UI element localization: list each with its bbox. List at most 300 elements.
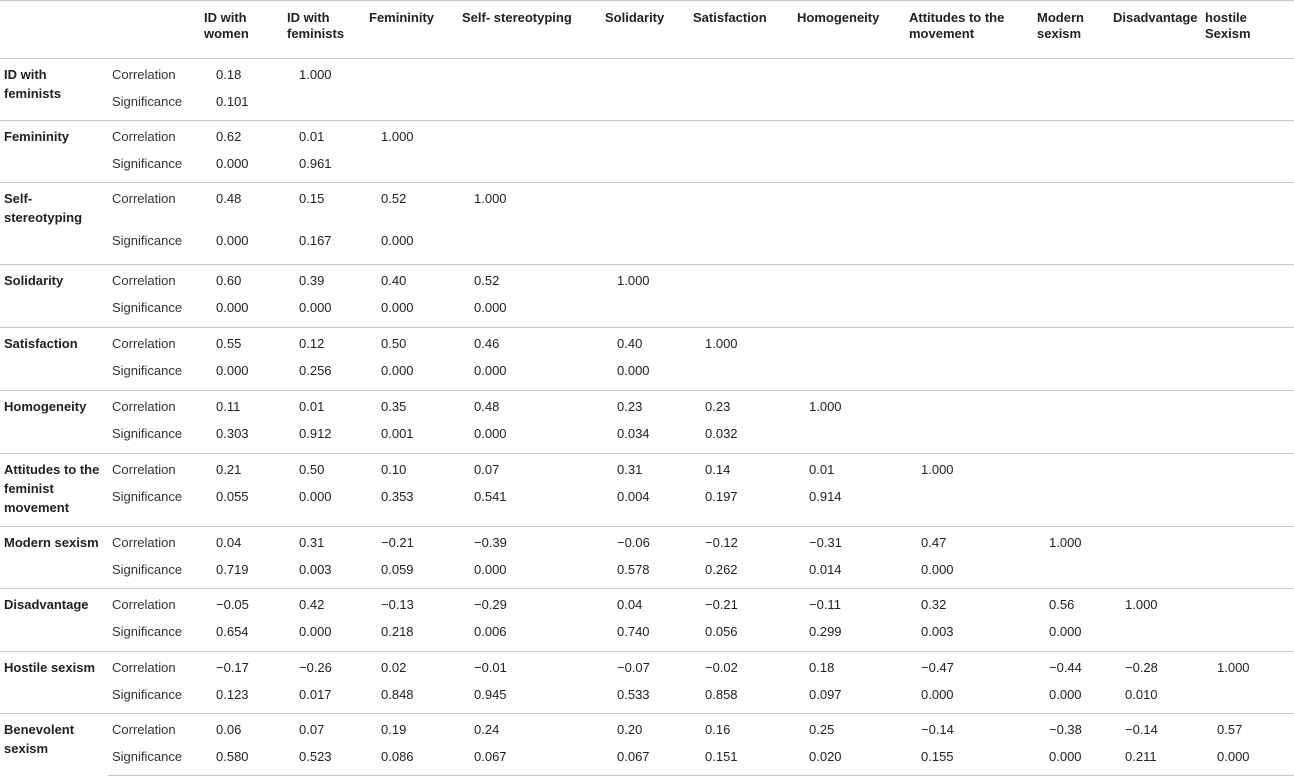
correlation-cell: 0.04 bbox=[601, 589, 689, 618]
stat-label-significance: Significance bbox=[112, 425, 183, 441]
significance-cell: 0.086 bbox=[365, 743, 458, 776]
significance-cell bbox=[1201, 88, 1294, 121]
significance-cell bbox=[1109, 483, 1201, 527]
correlation-cell: −0.29 bbox=[458, 589, 601, 618]
correlation-cell bbox=[1033, 183, 1109, 227]
table-row bbox=[0, 150, 1294, 183]
column-header: hostile Sexism bbox=[1201, 1, 1294, 59]
significance-cell bbox=[1201, 150, 1294, 183]
correlation-cell: 0.56 bbox=[1033, 589, 1109, 618]
table-row bbox=[0, 483, 1294, 527]
correlation-cell: −0.21 bbox=[689, 589, 793, 618]
column-header: ID with feminists bbox=[283, 1, 365, 59]
column-header: ID with women bbox=[200, 1, 283, 59]
header-corner-stat bbox=[108, 1, 200, 59]
correlation-cell: −0.21 bbox=[365, 527, 458, 556]
correlation-cell: −0.02 bbox=[689, 652, 793, 681]
table-row bbox=[0, 227, 1294, 265]
significance-cell bbox=[1033, 420, 1109, 454]
significance-cell bbox=[1109, 420, 1201, 454]
correlation-cell bbox=[905, 391, 1033, 420]
correlation-cell bbox=[1033, 328, 1109, 357]
correlation-cell bbox=[1201, 589, 1294, 618]
correlation-cell: 0.18 bbox=[793, 652, 905, 681]
correlation-cell bbox=[1201, 121, 1294, 150]
column-header: Attitudes to the movement bbox=[905, 1, 1033, 59]
stat-label-correlation: Correlation bbox=[108, 265, 200, 294]
stat-label-significance: Significance bbox=[108, 743, 200, 776]
significance-cell: 0.020 bbox=[793, 743, 905, 776]
significance-cell bbox=[1109, 357, 1201, 391]
significance-cell: 0.155 bbox=[905, 743, 1033, 776]
significance-cell bbox=[1033, 88, 1109, 121]
correlation-cell bbox=[905, 183, 1033, 227]
significance-cell bbox=[905, 483, 1033, 527]
significance-cell bbox=[1201, 420, 1294, 454]
significance-cell bbox=[905, 227, 1033, 265]
significance-cell bbox=[1201, 556, 1294, 589]
correlation-cell: 0.07 bbox=[283, 714, 365, 743]
column-header: Homogeneity bbox=[793, 1, 905, 59]
correlation-cell bbox=[689, 183, 793, 227]
significance-cell bbox=[689, 294, 793, 328]
correlation-cell bbox=[1201, 59, 1294, 88]
correlation-cell: 0.60 bbox=[200, 265, 283, 294]
significance-cell bbox=[601, 88, 689, 121]
significance-cell bbox=[1109, 150, 1201, 183]
correlation-cell: 0.46 bbox=[458, 328, 601, 357]
row-variable-label: Benevolent sexism bbox=[0, 714, 108, 776]
significance-cell bbox=[1201, 618, 1294, 652]
table-row bbox=[0, 589, 1294, 618]
significance-cell: 0.014 bbox=[809, 561, 842, 577]
correlation-cell: 0.50 bbox=[365, 328, 458, 357]
significance-cell: 0.056 bbox=[705, 623, 738, 639]
correlation-cell: 0.10 bbox=[365, 454, 458, 483]
stat-label-correlation: Correlation bbox=[108, 589, 200, 618]
correlation-cell: 0.31 bbox=[601, 454, 689, 483]
correlation-cell bbox=[1033, 265, 1109, 294]
correlation-cell bbox=[1201, 527, 1294, 556]
correlation-cell bbox=[905, 328, 1033, 357]
correlation-cell bbox=[1109, 454, 1201, 483]
correlation-cell bbox=[793, 121, 905, 150]
significance-cell: 0.123 bbox=[216, 686, 249, 702]
row-variable-label: Modern sexism bbox=[0, 527, 108, 589]
significance-cell bbox=[905, 88, 1033, 121]
correlation-cell bbox=[793, 59, 905, 88]
row-variable-label: Homogeneity bbox=[0, 391, 108, 454]
correlation-cell bbox=[1109, 391, 1201, 420]
significance-cell: 0.945 bbox=[474, 686, 507, 702]
correlation-cell: 0.57 bbox=[1201, 714, 1294, 743]
correlation-cell bbox=[689, 121, 793, 150]
significance-cell: 0.848 bbox=[381, 686, 414, 702]
correlation-cell: 0.40 bbox=[601, 328, 689, 357]
correlation-cell: 1.000 bbox=[1109, 589, 1201, 618]
significance-cell bbox=[1109, 227, 1201, 265]
correlation-cell bbox=[601, 121, 689, 150]
significance-cell: 0.197 bbox=[705, 488, 738, 504]
significance-cell bbox=[458, 227, 601, 265]
row-variable-label: ID with feminists bbox=[0, 59, 108, 121]
correlation-cell: 0.52 bbox=[458, 265, 601, 294]
significance-cell: 0.000 bbox=[299, 488, 332, 504]
stat-label-significance: Significance bbox=[112, 488, 183, 504]
significance-cell: 0.151 bbox=[689, 743, 793, 776]
correlation-cell bbox=[905, 265, 1033, 294]
correlation-cell: 1.000 bbox=[283, 59, 365, 88]
significance-cell: 0.000 bbox=[381, 232, 414, 248]
significance-cell: 0.059 bbox=[381, 561, 414, 577]
table-row bbox=[0, 714, 1294, 743]
significance-cell: 0.303 bbox=[216, 425, 249, 441]
significance-cell: 0.654 bbox=[216, 623, 249, 639]
significance-cell bbox=[905, 150, 1033, 183]
row-variable-label: Self- stereotyping bbox=[0, 183, 108, 265]
stat-label-correlation: Correlation bbox=[108, 59, 200, 88]
table-row bbox=[0, 527, 1294, 556]
correlation-cell: 0.15 bbox=[283, 183, 365, 227]
significance-cell: 0.001 bbox=[381, 425, 414, 441]
stat-label-correlation: Correlation bbox=[108, 391, 200, 420]
correlation-cell bbox=[1201, 391, 1294, 420]
correlation-cell: 0.62 bbox=[200, 121, 283, 150]
correlation-cell: 0.55 bbox=[200, 328, 283, 357]
correlation-cell: −0.07 bbox=[601, 652, 689, 681]
table-row bbox=[0, 420, 1294, 454]
table-body bbox=[0, 59, 1294, 776]
significance-cell: 0.055 bbox=[216, 488, 249, 504]
correlation-cell: 0.48 bbox=[200, 183, 283, 227]
significance-cell bbox=[689, 88, 793, 121]
significance-cell: 0.006 bbox=[474, 623, 507, 639]
correlation-cell: −0.39 bbox=[458, 527, 601, 556]
header-row bbox=[0, 1, 1294, 59]
significance-cell bbox=[1201, 294, 1294, 328]
correlation-cell: 0.01 bbox=[283, 391, 365, 420]
correlation-cell: −0.47 bbox=[905, 652, 1033, 681]
significance-cell: 0.262 bbox=[705, 561, 738, 577]
correlation-cell: 0.07 bbox=[458, 454, 601, 483]
significance-cell: 0.097 bbox=[809, 686, 842, 702]
significance-cell bbox=[1201, 681, 1294, 714]
correlation-cell: −0.28 bbox=[1109, 652, 1201, 681]
table-row bbox=[0, 652, 1294, 681]
correlation-cell: −0.14 bbox=[905, 714, 1033, 743]
column-header: Solidarity bbox=[601, 1, 689, 59]
stat-label-significance: Significance bbox=[112, 561, 183, 577]
correlation-cell: 0.25 bbox=[793, 714, 905, 743]
significance-cell bbox=[1109, 294, 1201, 328]
column-header: Femininity bbox=[365, 1, 458, 59]
row-variable-label: Satisfaction bbox=[0, 328, 108, 391]
significance-cell: 0.000 bbox=[381, 362, 414, 378]
significance-cell: 0.010 bbox=[1125, 686, 1158, 702]
stat-label-correlation: Correlation bbox=[108, 714, 200, 743]
significance-cell: 0.017 bbox=[299, 686, 332, 702]
stat-label-significance: Significance bbox=[112, 686, 183, 702]
correlation-cell: 0.14 bbox=[689, 454, 793, 483]
correlation-cell bbox=[1109, 183, 1201, 227]
significance-cell: 0.000 bbox=[216, 155, 249, 171]
stat-label-significance: Significance bbox=[112, 623, 183, 639]
correlation-cell: 0.12 bbox=[283, 328, 365, 357]
significance-cell bbox=[601, 227, 689, 265]
significance-cell: 0.541 bbox=[474, 488, 507, 504]
column-header: Self- stereotyping bbox=[458, 1, 601, 59]
significance-cell: 0.353 bbox=[381, 488, 414, 504]
significance-cell: 0.912 bbox=[299, 425, 332, 441]
significance-cell: 0.067 bbox=[601, 743, 689, 776]
correlation-cell bbox=[1109, 328, 1201, 357]
correlation-cell bbox=[793, 328, 905, 357]
correlation-cell: 0.32 bbox=[905, 589, 1033, 618]
correlation-cell: −0.11 bbox=[793, 589, 905, 618]
correlation-cell bbox=[1109, 121, 1201, 150]
significance-cell: 0.218 bbox=[381, 623, 414, 639]
stat-label-significance: Significance bbox=[112, 155, 183, 171]
significance-cell bbox=[458, 150, 601, 183]
significance-cell bbox=[793, 420, 905, 454]
correlation-cell: 0.40 bbox=[365, 265, 458, 294]
stat-label-correlation: Correlation bbox=[108, 527, 200, 556]
significance-cell: 0.000 bbox=[617, 362, 650, 378]
correlation-cell bbox=[458, 121, 601, 150]
correlation-cell bbox=[1033, 121, 1109, 150]
correlation-cell bbox=[1109, 265, 1201, 294]
significance-cell bbox=[905, 294, 1033, 328]
significance-cell: 0.580 bbox=[200, 743, 283, 776]
table-row bbox=[0, 357, 1294, 391]
correlation-cell bbox=[793, 265, 905, 294]
significance-cell bbox=[793, 150, 905, 183]
column-header: Modern sexism bbox=[1033, 1, 1109, 59]
row-variable-label: Solidarity bbox=[0, 265, 108, 328]
significance-cell bbox=[365, 150, 458, 183]
significance-cell bbox=[1033, 357, 1109, 391]
significance-cell bbox=[793, 357, 905, 391]
correlation-cell bbox=[1201, 265, 1294, 294]
stat-label-significance: Significance bbox=[112, 299, 183, 315]
column-header: Disadvantage bbox=[1109, 1, 1201, 59]
significance-cell: 0.719 bbox=[216, 561, 249, 577]
correlation-cell: 0.20 bbox=[601, 714, 689, 743]
significance-cell: 0.299 bbox=[809, 623, 842, 639]
correlation-cell: 0.52 bbox=[365, 183, 458, 227]
correlation-cell: −0.05 bbox=[200, 589, 283, 618]
table-row bbox=[0, 294, 1294, 328]
correlation-cell: 0.06 bbox=[200, 714, 283, 743]
significance-cell: 0.961 bbox=[299, 155, 332, 171]
correlation-cell: 0.50 bbox=[283, 454, 365, 483]
significance-cell bbox=[905, 357, 1033, 391]
significance-cell bbox=[1033, 227, 1109, 265]
significance-cell bbox=[905, 420, 1033, 454]
correlation-cell: 1.000 bbox=[601, 265, 689, 294]
correlation-cell bbox=[689, 59, 793, 88]
correlation-cell: 0.01 bbox=[793, 454, 905, 483]
significance-cell: 0.032 bbox=[705, 425, 738, 441]
stat-label-significance: Significance bbox=[112, 232, 183, 248]
significance-cell: 0.256 bbox=[299, 362, 332, 378]
significance-cell: 0.003 bbox=[299, 561, 332, 577]
correlation-cell: 1.000 bbox=[793, 391, 905, 420]
significance-cell: 0.067 bbox=[458, 743, 601, 776]
significance-cell: 0.000 bbox=[216, 232, 249, 248]
significance-cell: 0.000 bbox=[216, 362, 249, 378]
significance-cell bbox=[601, 294, 689, 328]
table-row bbox=[0, 59, 1294, 88]
correlation-cell: 1.000 bbox=[365, 121, 458, 150]
significance-cell: 0.211 bbox=[1109, 743, 1201, 776]
correlation-cell: 0.21 bbox=[200, 454, 283, 483]
significance-cell bbox=[793, 227, 905, 265]
significance-cell bbox=[689, 357, 793, 391]
significance-cell: 0.000 bbox=[299, 623, 332, 639]
significance-cell bbox=[1109, 556, 1201, 589]
significance-cell: 0.000 bbox=[474, 425, 507, 441]
significance-cell: 0.000 bbox=[1033, 743, 1109, 776]
table-row bbox=[0, 454, 1294, 483]
correlation-cell: 1.000 bbox=[458, 183, 601, 227]
correlation-cell bbox=[1033, 391, 1109, 420]
significance-cell: 0.740 bbox=[617, 623, 650, 639]
stat-label-correlation: Correlation bbox=[108, 652, 200, 681]
correlation-cell: 0.24 bbox=[458, 714, 601, 743]
correlation-cell bbox=[365, 59, 458, 88]
correlation-cell bbox=[1109, 527, 1201, 556]
significance-cell bbox=[283, 88, 365, 121]
header-corner bbox=[0, 1, 108, 59]
correlation-cell: 1.000 bbox=[689, 328, 793, 357]
correlation-cell: 0.47 bbox=[905, 527, 1033, 556]
column-header: Satisfaction bbox=[689, 1, 793, 59]
table-row bbox=[0, 681, 1294, 714]
stat-label-correlation: Correlation bbox=[108, 328, 200, 357]
correlation-cell bbox=[905, 59, 1033, 88]
correlation-cell bbox=[458, 59, 601, 88]
significance-cell bbox=[793, 294, 905, 328]
table-row bbox=[0, 391, 1294, 420]
significance-cell bbox=[1033, 483, 1109, 527]
correlation-cell bbox=[1201, 183, 1294, 227]
significance-cell: 0.000 bbox=[299, 299, 332, 315]
correlation-cell: −0.44 bbox=[1033, 652, 1109, 681]
correlation-cell: 0.01 bbox=[283, 121, 365, 150]
correlation-cell bbox=[905, 121, 1033, 150]
significance-cell bbox=[1201, 483, 1294, 527]
significance-cell bbox=[1201, 357, 1294, 391]
correlation-cell: −0.26 bbox=[283, 652, 365, 681]
correlation-cell: 0.42 bbox=[283, 589, 365, 618]
significance-cell bbox=[1201, 227, 1294, 265]
correlation-cell bbox=[1033, 59, 1109, 88]
table-row bbox=[0, 265, 1294, 294]
significance-cell: 0.000 bbox=[474, 299, 507, 315]
significance-cell bbox=[689, 227, 793, 265]
stat-label-correlation: Correlation bbox=[108, 454, 200, 483]
table-row bbox=[0, 183, 1294, 227]
correlation-cell: 1.000 bbox=[1033, 527, 1109, 556]
significance-cell: 0.000 bbox=[381, 299, 414, 315]
row-variable-label: Femininity bbox=[0, 121, 108, 183]
correlation-cell bbox=[1201, 454, 1294, 483]
row-variable-label: Hostile sexism bbox=[0, 652, 108, 714]
table-row bbox=[0, 121, 1294, 150]
table-row bbox=[0, 743, 1294, 776]
significance-cell bbox=[1033, 556, 1109, 589]
significance-cell bbox=[1033, 294, 1109, 328]
significance-cell: 0.000 bbox=[1049, 686, 1082, 702]
correlation-cell: 0.48 bbox=[458, 391, 601, 420]
significance-cell: 0.533 bbox=[617, 686, 650, 702]
correlation-cell bbox=[601, 183, 689, 227]
correlation-cell: 0.31 bbox=[283, 527, 365, 556]
correlation-cell: 0.23 bbox=[689, 391, 793, 420]
correlation-cell: −0.38 bbox=[1033, 714, 1109, 743]
significance-cell bbox=[1109, 88, 1201, 121]
significance-cell: 0.004 bbox=[617, 488, 650, 504]
correlation-cell: 0.02 bbox=[365, 652, 458, 681]
significance-cell: 0.000 bbox=[1049, 623, 1082, 639]
stat-label-significance: Significance bbox=[112, 93, 183, 109]
correlation-cell: 0.18 bbox=[200, 59, 283, 88]
stat-label-correlation: Correlation bbox=[108, 121, 200, 150]
significance-cell: 0.000 bbox=[1201, 743, 1294, 776]
significance-cell: 0.914 bbox=[809, 488, 842, 504]
significance-cell: 0.034 bbox=[617, 425, 650, 441]
significance-cell bbox=[601, 150, 689, 183]
table-row bbox=[0, 328, 1294, 357]
correlation-cell: −0.06 bbox=[601, 527, 689, 556]
significance-cell: 0.858 bbox=[705, 686, 738, 702]
row-variable-label: Disadvantage bbox=[0, 589, 108, 652]
correlation-cell: −0.13 bbox=[365, 589, 458, 618]
significance-cell bbox=[1033, 150, 1109, 183]
significance-cell: 0.101 bbox=[216, 93, 249, 109]
significance-cell: 0.523 bbox=[283, 743, 365, 776]
significance-cell: 0.000 bbox=[921, 686, 954, 702]
row-variable-label: Attitudes to the feminist movement bbox=[0, 454, 108, 527]
significance-cell bbox=[458, 88, 601, 121]
significance-cell bbox=[365, 88, 458, 121]
stat-label-correlation: Correlation bbox=[108, 183, 200, 227]
significance-cell: 0.000 bbox=[921, 561, 954, 577]
significance-cell: 0.000 bbox=[474, 561, 507, 577]
correlation-cell: 0.35 bbox=[365, 391, 458, 420]
correlation-cell: 0.11 bbox=[200, 391, 283, 420]
correlation-cell bbox=[1109, 59, 1201, 88]
significance-cell bbox=[1109, 618, 1201, 652]
correlation-cell: −0.12 bbox=[689, 527, 793, 556]
significance-cell: 0.578 bbox=[617, 561, 650, 577]
correlation-cell: 0.16 bbox=[689, 714, 793, 743]
correlation-cell: 0.19 bbox=[365, 714, 458, 743]
correlation-cell: 0.39 bbox=[283, 265, 365, 294]
table-row bbox=[0, 556, 1294, 589]
correlation-cell: −0.14 bbox=[1109, 714, 1201, 743]
significance-cell: 0.167 bbox=[299, 232, 332, 248]
stat-label-significance: Significance bbox=[112, 362, 183, 378]
significance-cell: 0.003 bbox=[921, 623, 954, 639]
table-row bbox=[0, 618, 1294, 652]
correlation-cell bbox=[689, 265, 793, 294]
correlation-cell bbox=[793, 183, 905, 227]
correlation-cell: −0.31 bbox=[793, 527, 905, 556]
table-row bbox=[0, 88, 1294, 121]
significance-cell: 0.000 bbox=[216, 299, 249, 315]
